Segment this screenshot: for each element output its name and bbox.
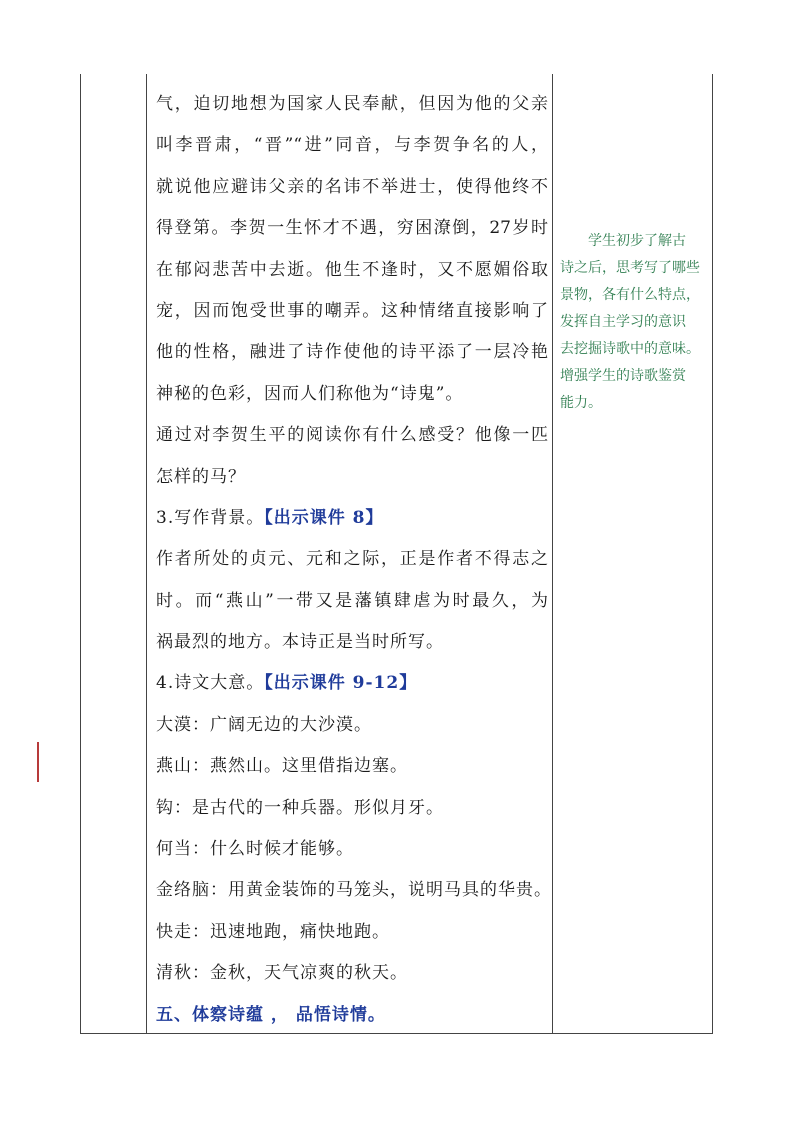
line-text: 时。而“燕山”一带又是藩镇肆虐为时最久，为 bbox=[156, 590, 548, 611]
line-text: 作者所处的贞元、元和之际，正是作者不得志之 bbox=[156, 549, 548, 570]
line-text: 4.诗文大意。 bbox=[156, 673, 265, 694]
design-intent-column bbox=[560, 228, 712, 417]
courseware-tag: 【出示课件 8】 bbox=[264, 507, 384, 528]
margin-mark bbox=[37, 742, 39, 782]
line-text: 快走：迅速地跑，痛快地跑。 bbox=[156, 921, 390, 942]
content-line bbox=[156, 995, 548, 1036]
content-line bbox=[156, 415, 548, 456]
content-line bbox=[156, 870, 552, 911]
content-line bbox=[156, 663, 548, 704]
content-line bbox=[156, 498, 548, 539]
line-text: 怎样的马？ bbox=[156, 466, 246, 487]
line-text: 通过对李贺生平的阅读你有什么感受？他像一匹 bbox=[156, 425, 548, 446]
content-line bbox=[156, 788, 548, 829]
content-line bbox=[156, 705, 548, 746]
content-line bbox=[156, 953, 548, 994]
side-note-line: 学生初步了解古 bbox=[588, 233, 686, 249]
line-text: 气，迫切地想为国家人民奉献，但因为他的父亲 bbox=[156, 94, 548, 114]
table-border-col1 bbox=[146, 74, 147, 1033]
line-text: 大漠：广阔无边的大沙漠。 bbox=[156, 714, 372, 735]
side-note-line: 发挥自主学习的意识 bbox=[560, 314, 686, 330]
line-text: 金络脑：用黄金装饰的马笼头，说明马具的华贵。 bbox=[156, 880, 552, 901]
section-heading: 五、体察诗蕴 ， 品悟诗情。 bbox=[156, 1004, 386, 1025]
line-text: 何当：什么时候才能够。 bbox=[156, 839, 354, 860]
table-border-col2 bbox=[552, 74, 553, 1033]
content-line bbox=[156, 457, 548, 498]
side-note-line: 能力。 bbox=[560, 395, 602, 411]
side-note-line: 诗之后，思考写了哪些 bbox=[560, 260, 700, 276]
content-line bbox=[156, 622, 548, 663]
table-border-left bbox=[80, 74, 81, 1033]
content-line bbox=[156, 291, 548, 332]
content-line bbox=[156, 84, 548, 125]
table-border-right bbox=[712, 74, 713, 1033]
content-line bbox=[156, 250, 548, 291]
content-line bbox=[156, 581, 548, 622]
content-line bbox=[156, 167, 548, 208]
lesson-table bbox=[80, 74, 713, 1034]
side-note-line: 景物，各有什么特点， bbox=[560, 287, 700, 303]
line-text: 叫李晋肃，“晋”“进”同音，与李贺争名的人， bbox=[156, 135, 548, 156]
content-line bbox=[156, 374, 548, 415]
content-line bbox=[156, 829, 548, 870]
line-text: 得登第。李贺一生怀才不遇，穷困潦倒，27岁时 bbox=[156, 218, 548, 239]
line-text: 3.写作背景。 bbox=[156, 507, 265, 528]
line-text: 钩：是古代的一种兵器。形似月牙。 bbox=[156, 797, 444, 818]
line-text: 他的性格，融进了诗作使他的诗平添了一层冷艳 bbox=[156, 342, 548, 363]
content-line bbox=[156, 208, 548, 249]
line-text: 宠，因而饱受世事的嘲弄。这种情绪直接影响了 bbox=[156, 300, 548, 321]
line-text: 神秘的色彩，因而人们称他为“诗鬼”。 bbox=[156, 383, 464, 404]
side-note-line: 去挖掘诗歌中的意味。 bbox=[560, 341, 700, 357]
teaching-content-column bbox=[156, 84, 552, 1036]
content-line bbox=[156, 912, 548, 953]
content-line bbox=[156, 746, 548, 787]
line-text: 就说他应避讳父亲的名讳不举进士，使得他终不 bbox=[156, 176, 548, 197]
line-text: 在郁闷悲苦中去逝。他生不逢时，又不愿媚俗取 bbox=[156, 259, 548, 280]
content-line bbox=[156, 539, 548, 580]
line-text: 祸最烈的地方。本诗正是当时所写。 bbox=[156, 632, 444, 653]
side-note-line: 增强学生的诗歌鉴赏 bbox=[560, 368, 686, 384]
content-line bbox=[156, 332, 548, 373]
courseware-tag: 【出示课件 9-12】 bbox=[264, 673, 418, 694]
line-text: 清秋：金秋，天气凉爽的秋天。 bbox=[156, 963, 408, 984]
line-text: 燕山：燕然山。这里借指边塞。 bbox=[156, 756, 408, 777]
content-line bbox=[156, 125, 548, 166]
